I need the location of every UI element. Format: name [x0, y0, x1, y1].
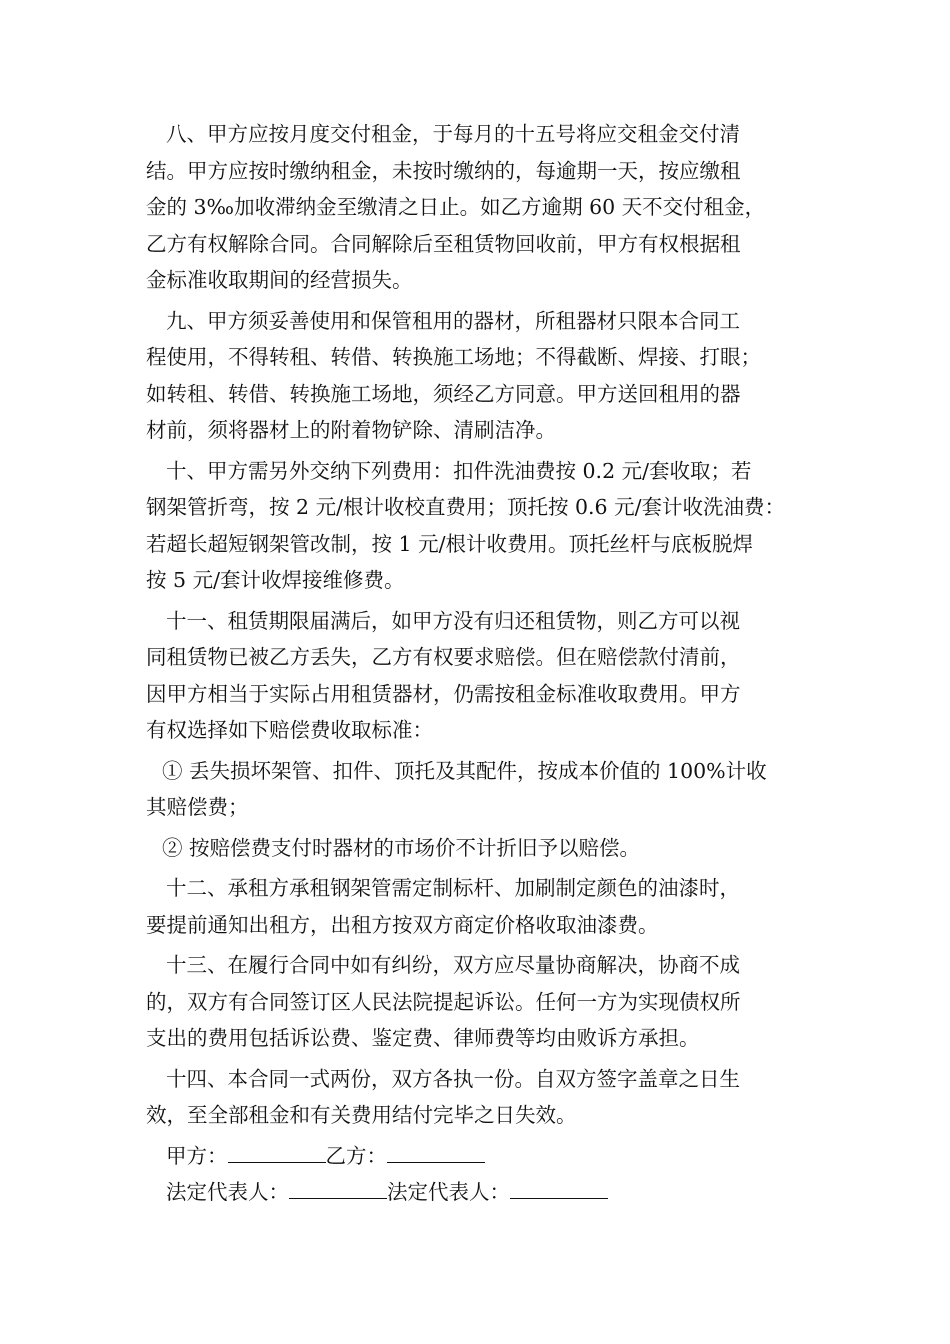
clause-line: 结。甲方应按时缴纳租金，未按时缴纳的，每逾期一天，按应缴租 — [146, 158, 741, 183]
clause-line: 钢架管折弯，按 2 元/根计收校直费用；顶托按 0.6 元/套计收洗油费： — [146, 495, 786, 519]
party-a-label: 甲方： — [166, 1143, 228, 1168]
contract-clause — [146, 947, 806, 1057]
clause-line: 十一、租赁期限届满后，如甲方没有归还租赁物，则乙方可以视 — [166, 608, 740, 633]
clause-line: 因甲方相当于实际占用租赁器材，仍需按租金标准收取费用。甲方 — [146, 681, 741, 706]
list-item — [146, 830, 806, 867]
clause-line: 有权选择如下赔偿费收取标准： — [146, 718, 433, 742]
clause-line: 金标准收取期间的经营损失。 — [146, 268, 413, 292]
clause-line: 十四、本合同一式两份，双方各执一份。自双方签字盖章之日生 — [166, 1066, 740, 1091]
clauses-container — [146, 116, 806, 1134]
clause-line: 十、甲方需另外交纳下列费用：扣件洗油费按 0.2 元/套收取；若 — [166, 458, 752, 483]
contract-clause — [146, 303, 806, 449]
party-a-blank[interactable] — [228, 1140, 326, 1163]
clause-line: 十二、承租方承租钢架管需定制标杆、加刷制定颜色的油漆时， — [166, 876, 740, 900]
legal-rep-b-label: 法定代表人： — [387, 1180, 510, 1204]
clause-line: 程使用，不得转租、转借、转换施工场地；不得截断、焊接、打眼； — [146, 345, 761, 369]
clause-line: 若超长超短钢架管改制，按 1 元/根计收费用。顶托丝杆与底板脱焊 — [146, 531, 753, 556]
clause-line: 同租赁物已被乙方丢失，乙方有权要求赔偿。但在赔偿款付清前， — [146, 645, 741, 669]
contract-clause — [146, 453, 806, 599]
legal-rep-b-blank[interactable] — [510, 1176, 608, 1199]
contract-page — [146, 116, 806, 1211]
clause-line: 支出的费用包括诉讼费、鉴定费、律师费等均由败诉方承担。 — [146, 1026, 700, 1050]
clause-line: 的，双方有合同签订区人民法院提起诉讼。任何一方为实现债权所 — [146, 989, 741, 1014]
clause-line: 九、甲方须妥善使用和保管租用的器材，所租器材只限本合同工 — [166, 308, 740, 333]
clause-line: 材前，须将器材上的附着物铲除、清刷洁净。 — [146, 418, 556, 442]
clause-line: 八、甲方应按月度交付租金，于每月的十五号将应交租金交付清 — [166, 122, 740, 146]
list-item — [146, 753, 806, 826]
clause-line: 乙方有权解除合同。合同解除后至租赁物回收前，甲方有权根据租 — [146, 231, 741, 256]
legal-rep-signature-line — [146, 1174, 806, 1211]
contract-clause — [146, 603, 806, 749]
clause-line: 如转租、转借、转换施工场地，须经乙方同意。甲方送回租用的器 — [146, 381, 741, 406]
clause-line: ② 按赔偿费支付时器材的市场价不计折旧予以赔偿。 — [162, 835, 641, 860]
party-b-label: 乙方： — [325, 1143, 387, 1168]
clause-line: 要提前通知出租方，出租方按双方商定价格收取油漆费。 — [146, 912, 659, 937]
party-signature-line — [146, 1138, 806, 1175]
legal-rep-a-label: 法定代表人： — [166, 1180, 289, 1204]
clause-line: 其赔偿费； — [146, 795, 249, 819]
legal-rep-a-blank[interactable] — [289, 1176, 387, 1199]
clause-line: 效，至全部租金和有关费用结付完毕之日失效。 — [146, 1103, 577, 1127]
clause-line: ① 丢失损坏架管、扣件、顶托及其配件，按成本价值的 100%计收 — [162, 758, 767, 783]
clause-line: 金的 3‰加收滞纳金至缴清之日止。如乙方逾期 60 天不交付租金， — [146, 195, 766, 219]
contract-clause — [146, 1061, 806, 1134]
party-b-blank[interactable] — [387, 1140, 485, 1163]
clause-line: 十三、在履行合同中如有纠纷，双方应尽量协商解决，协商不成 — [166, 953, 740, 977]
contract-clause — [146, 116, 806, 299]
clause-line: 按 5 元/套计收焊接维修费。 — [146, 568, 405, 592]
contract-clause — [146, 870, 806, 943]
